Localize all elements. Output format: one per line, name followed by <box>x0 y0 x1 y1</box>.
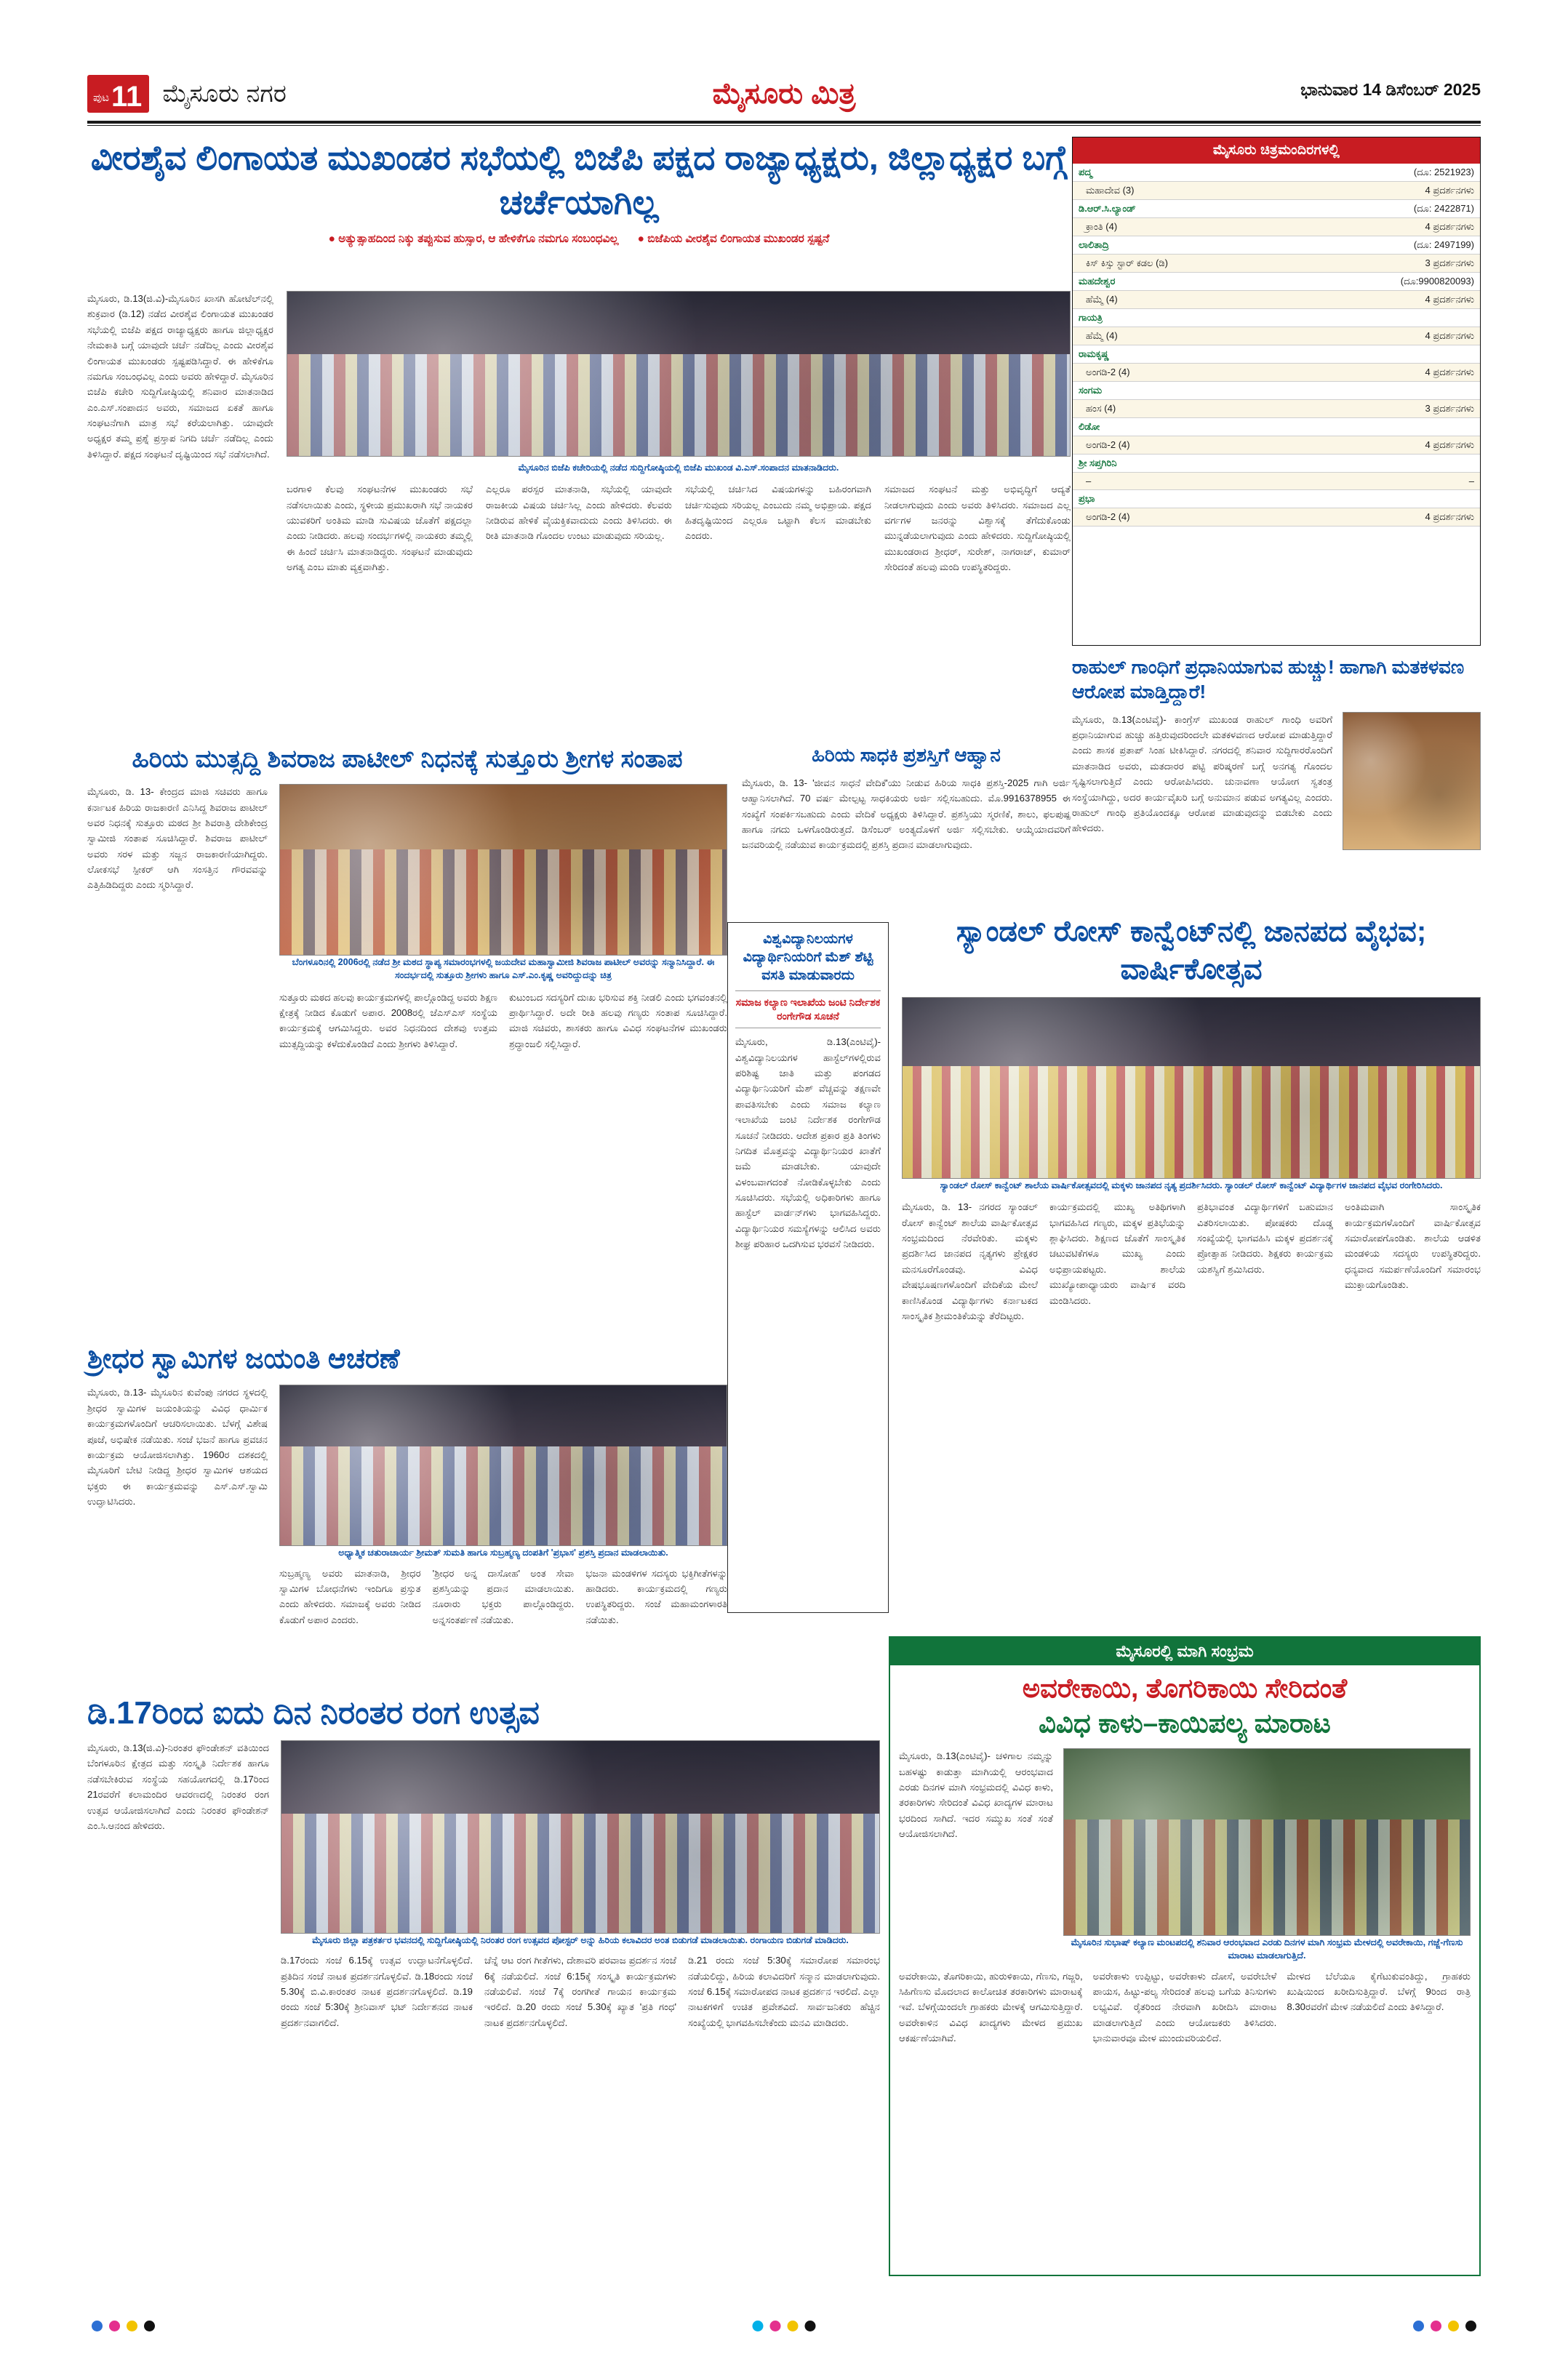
cinema-row <box>1073 400 1480 418</box>
cinema-meta: 4 ಪ್ರದರ್ಶನಗಳು <box>1264 327 1480 345</box>
lead-subhead-1: ● ಅತ್ಯುತ್ಸಾಹದಿಂದ ನಿಕ್ಕು ತಪ್ಪುಸುವ ಹುಸ್ಸಾರ, ಆ ಹೇಳಿಕೆಗೂ ನಮಗೂ ಸಂಬಂಧವಿಲ್ಲ <box>329 233 619 246</box>
cinema-name: ಪ್ರಭಾ <box>1073 490 1264 508</box>
registration-dot <box>1413 2321 1424 2331</box>
cinema-row <box>1073 273 1480 291</box>
cinema-row <box>1073 164 1480 182</box>
shivaraj-column-1: ಮೈಸೂರು, ಡಿ. 13- ಕೇಂದ್ರದ ಮಾಜಿ ಸಚಿವರು ಹಾಗೂ ಕರ್ನಾಟಕ ಹಿರಿಯ ರಾಜಕಾರಣಿ ಎನಿಸಿದ್ದ ಶಿವರಾಜ ಪಾಟೀಲ್ ಅವರ ನಿಧನಕ್ಕೆ ಸುತ್ತೂರು ಮಠದ ಶ್ರೀ ಶಿವರಾತ್ರಿ ದೇಶಿಕೇಂದ್ರ ಸ್ವಾಮೀಜಿ ಸಂತಾಪ ಸೂಚಿಸಿದ್ದಾರೆ. ಶಿವರಾಜ ಪಾಟೀಲ್ ಅವರು ಸರಳ ಮತ್ತು ಸಜ್ಜನ ರಾಜಕಾರಣಿಯಾಗಿದ್ದರು. ಲೋಕಸಭೆ ಸ್ಪೀಕರ್ ಆಗಿ ಸಂಸತ್ತಿನ ಗೌರವವನ್ನು ಎತ್ತಿಹಿಡಿದಿದ್ದರು ಎಂದು ಸ್ಮರಿಸಿದ್ದಾರೆ. <box>87 786 268 891</box>
sridhara-column-4: ಭಜನಾ ಮಂಡಳಿಗಳ ಸದಸ್ಯರು ಭಕ್ತಿಗೀತೆಗಳನ್ನು ಹಾಡಿದರು. ಕಾರ್ಯಕ್ರಮದಲ್ಲಿ ಗಣ್ಯರು ಉಪಸ್ಥಿತರಿದ್ದರು. ಸಂಜೆ ಮಹಾಮಂಗಳಾರತಿ ನಡೆಯಿತು. <box>585 1567 728 1625</box>
page-number: 11 <box>111 81 143 113</box>
lead-headline: ವೀರಶೈವ ಲಿಂಗಾಯತ ಮುಖಂಡರ ಸಭೆಯಲ್ಲಿ ಬಿಜೆಪಿ ಪಕ್ಷದ ರಾಜ್ಯಾಧ್ಯಕ್ಷರು, ಜಿಲ್ಲಾಧ್ಯಕ್ಷರ ಬಗ್ಗೆ ಚರ್ಚೆಯಾಗಿಲ್ಲ <box>90 138 1068 222</box>
sandal-column-2: ಕಾರ್ಯಕ್ರಮದಲ್ಲಿ ಮುಖ್ಯ ಅತಿಥಿಗಳಾಗಿ ಭಾಗವಹಿಸಿದ ಗಣ್ಯರು, ಮಕ್ಕಳ ಪ್ರತಿಭೆಯನ್ನು ಶ್ಲಾಘಿಸಿದರು. ಶಿಕ್ಷಣದ ಜೊತೆಗೆ ಸಾಂಸ್ಕೃತಿಕ ಚಟುವಟಿಕೆಗಳೂ ಮುಖ್ಯ ಎಂದು ಅಭಿಪ್ರಾಯಪಟ್ಟರು. ಶಾಲೆಯ ಮುಖ್ಯೋಪಾಧ್ಯಾಯರು ವಾರ್ಷಿಕ ವರದಿ ಮಂಡಿಸಿದರು. <box>1049 1201 1185 1306</box>
cinema-name: ಹಂಸ (4) <box>1073 400 1264 418</box>
cinema-row <box>1073 255 1480 273</box>
rahul-story <box>1072 654 1481 850</box>
lead-subheads <box>87 233 1071 246</box>
cinema-meta: 3 ಪ್ರದರ್ಶನಗಳು <box>1264 400 1480 418</box>
sandal-rose-story <box>902 913 1481 1324</box>
cinema-name: ಅಂಗಡಿ-2 (4) <box>1073 508 1264 527</box>
cinema-name: ಹೆಮ್ಮೆ (4) <box>1073 291 1264 309</box>
cinema-meta: 4 ಪ್ರದರ್ಶನಗಳು <box>1264 364 1480 382</box>
shivaraj-story <box>87 743 727 1052</box>
lead-photo-caption: ಮೈಸೂರಿನ ಬಿಜೆಪಿ ಕಚೇರಿಯಲ್ಲಿ ನಡೆದ ಸುದ್ದಿಗೋಷ್ಠಿಯಲ್ಲಿ ಬಿಜೆಪಿ ಮುಖಂಡ ವಿ.ಎಸ್.ಸಂಪಾದನ ಮಾತನಾಡಿದರು. <box>518 463 839 473</box>
cinema-row <box>1073 291 1480 309</box>
cinema-meta: 4 ಪ್ರದರ್ಶನಗಳು <box>1264 436 1480 455</box>
registration-dot <box>805 2321 816 2331</box>
shivaraj-column-2: ಸುತ್ತೂರು ಮಠದ ಹಲವು ಕಾರ್ಯಕ್ರಮಗಳಲ್ಲಿ ಪಾಲ್ಗೊಂಡಿದ್ದ ಅವರು ಶಿಕ್ಷಣ ಕ್ಷೇತ್ರಕ್ಕೆ ನೀಡಿದ ಕೊಡುಗೆ ಅಪಾರ. 2008ರಲ್ಲಿ ಜೆಎಸ್‌ಎಸ್ ಸಂಸ್ಥೆಯ ಕಾರ್ಯಕ್ರಮಕ್ಕೆ ಆಗಮಿಸಿದ್ದರು. ಅವರ ನಿಧನದಿಂದ ದೇಶವು ಉತ್ತಮ ಮುತ್ಸದ್ದಿಯನ್ನು ಕಳೆದುಕೊಂಡಿದೆ ಎಂದು ಶ್ರೀಗಳು ತಿಳಿಸಿದ್ದಾರೆ. <box>279 991 497 1049</box>
mesh-fee-story-box <box>727 922 889 1613</box>
sridhara-jayanti-story <box>87 1342 727 1628</box>
sridhara-headline: ಶ್ರೀಧರ ಸ್ವಾಮಿಗಳ ಜಯಂತಿ ಆಚರಣೆ <box>87 1344 400 1374</box>
cinema-meta: (ದೂ: 2521923) <box>1264 164 1480 182</box>
cinema-name: ಮಹಾದೇವ (3) <box>1073 182 1264 200</box>
avarekai-headline-line1: ಅವರೇಕಾಯಿ, ತೊಗರಿಕಾಯಿ ಸೇರಿದಂತೆ <box>1022 1673 1348 1703</box>
cinema-row <box>1073 309 1480 327</box>
cinema-name: ಸಂಗಮ <box>1073 382 1264 400</box>
avarekai-headline <box>897 1671 1472 1741</box>
cinema-name: ಕ್ರಾಂತಿ (4) <box>1073 218 1264 236</box>
rahul-photo <box>1343 712 1481 850</box>
ranga-photo <box>281 1740 880 1934</box>
registration-dot <box>127 2321 137 2331</box>
lead-story-body <box>87 291 1071 727</box>
registration-dots-center <box>753 2321 816 2331</box>
cinema-row <box>1073 218 1480 236</box>
avarekai-photo <box>1063 1748 1471 1936</box>
mesh-body: ಮೈಸೂರು, ಡಿ.13(ಎಂಟಿವೈ)- ವಿಶ್ವವಿದ್ಯಾನಿಲಯಗಳ ಹಾಸ್ಟೆಲ್‌ಗಳಲ್ಲಿರುವ ಪರಿಶಿಷ್ಟ ಜಾತಿ ಮತ್ತು ಪಂಗಡದ ವಿದ್ಯಾರ್ಥಿನಿಯರಿಗೆ ಮೆಶ್ ವೆಚ್ಚವನ್ನು ತಕ್ಷಣವೇ ಪಾವತಿಸಬೇಕು ಎಂದು ಸಮಾಜ ಕಲ್ಯಾಣ ಇಲಾಖೆಯ ಜಂಟಿ ನಿರ್ದೇಶಕ ರಂಗೇಗೌಡ ಸೂಚನೆ ನೀಡಿದರು. ಆದೇಶ ಪ್ರಕಾರ ಪ್ರತಿ ತಿಂಗಳು ನಿಗದಿತ ಮೊತ್ತವನ್ನು ವಿದ್ಯಾರ್ಥಿನಿಯರ ಖಾತೆಗೆ ಜಮೆ ಮಾಡಬೇಕು. ಯಾವುದೇ ವಿಳಂಬವಾಗದಂತೆ ನೋಡಿಕೊಳ್ಳಬೇಕು ಎಂದು ಸೂಚಿಸಿದರು. ಸಭೆಯಲ್ಲಿ ಅಧಿಕಾರಿಗಳು ಹಾಗೂ ಹಾಸ್ಟೆಲ್ ವಾರ್ಡನ್‌ಗಳು ಭಾಗವಹಿಸಿದ್ದರು. ವಿದ್ಯಾರ್ಥಿನಿಯರ ಸಮಸ್ಯೆಗಳನ್ನು ಆಲಿಸಿದ ಅವರು ಶೀಘ್ರ ಪರಿಹಾರ ಒದಗಿಸುವ ಭರವಸೆ ನೀಡಿದರು. <box>735 1036 881 1250</box>
ranga-column-4: ಡಿ.21 ರಂದು ಸಂಜೆ 5:30ಕ್ಕೆ ಸಮಾರೋಪ ಸಮಾರಂಭ ನಡೆಯಲಿದ್ದು, ಹಿರಿಯ ಕಲಾವಿದರಿಗೆ ಸನ್ಮಾನ ಮಾಡಲಾಗುವುದು. ಸಂಜೆ 6.15ಕ್ಕೆ ಸಮಾರೋಪದ ನಾಟಕ ಪ್ರದರ್ಶನ ಇರಲಿದೆ. ಎಲ್ಲಾ ನಾಟಕಗಳಿಗೆ ಉಚಿತ ಪ್ರವೇಶವಿದೆ. ಸಾರ್ವಜನಿಕರು ಹೆಚ್ಚಿನ ಸಂಖ್ಯೆಯಲ್ಲಿ ಭಾಗವಹಿಸಬೇಕೆಂದು ಮನವಿ ಮಾಡಿದರು. <box>688 1955 880 2028</box>
cinema-meta: (ದೂ: 2422871) <box>1264 200 1480 218</box>
cinema-name: ಶ್ರೀ ಸಪ್ತಗಿರಿನಿ <box>1073 455 1264 473</box>
cinema-listings-title: ಮೈಸೂರು ಚಿತ್ರಮಂದಿರಗಳಲ್ಲಿ <box>1073 137 1480 164</box>
avarekai-column-4: ಮೇಳದ ಬೆಲೆಯೂ ಕೈಗೆಟುಕುವಂತಿದ್ದು, ಗ್ರಾಹಕರು ಖುಷಿಯಿಂದ ಖರೀದಿಸುತ್ತಿದ್ದಾರೆ. ಬೆಳಗ್ಗೆ 9ರಿಂದ ರಾತ್ರಿ 8.30ರವರೆಗೆ ಮೇಳ ನಡೆಯಲಿದೆ ಎಂದು ತಿಳಿಸಿದ್ದಾರೆ. <box>1287 1970 1471 2013</box>
cinema-meta <box>1264 490 1480 508</box>
section-name: ಮೈಸೂರು ನಗರ <box>162 79 287 108</box>
avarekai-photo-caption: ಮೈಸೂರಿನ ಸುಭಾಷ್ ಕಲ್ಯಾಣ ಮಂಟಪದಲ್ಲಿ ಶನಿವಾರ ಆರಂಭವಾದ ಎರಡು ದಿನಗಳ ಮಾಗಿ ಸಂಭ್ರಮ ಮೇಳದಲ್ಲಿ ಅವರೇಕಾಯಿ, ಗಜ್ಜೆ-ಗೆಣಸು ಮಾರಾಟ ಮಾಡಲಾಗುತ್ತಿದೆ. <box>1071 1937 1463 1961</box>
registration-dot <box>788 2321 799 2331</box>
cinema-row <box>1073 345 1480 364</box>
cinema-row <box>1073 364 1480 382</box>
sridhara-photo <box>279 1385 727 1546</box>
registration-dot <box>92 2321 103 2331</box>
ranga-column-1: ಮೈಸೂರು, ಡಿ.13(ಜಿ.ವಿ)-ನಿರಂತರ ಫೌಂಡೇಶನ್ ವತಿಯಿಂದ ಬೆಂಗಳೂರಿನ ಕ್ಷೇತ್ರದ ಮತ್ತು ಸಂಸ್ಕೃತಿ ನಿರ್ದೇಶಕ ಹಾಗೂ ನಡೆಸಬೇಕಿರುವ ಸಂಸ್ಥೆಯ ಸಹಯೋಗದಲ್ಲಿ ಡಿ.17ರಿಂದ 21ರವರೆಗೆ ಕಲಾಮಂದಿರ ಆವರಣದಲ್ಲಿ ನಿರಂತರ ರಂಗ ಉತ್ಸವ ಆಯೋಜಿಸಲಾಗಿದೆ ಎಂದು ನಿರಂತರ ಫೌಂಡೇಶನ್ ಎಂ.ಸಿ.ಆನಂದ ಹೇಳಿದರು. <box>87 1742 269 1831</box>
sridhara-photo-caption: ಅಧ್ಯಾತ್ಮಿಕ ಚತುರಾಚಾರ್ಯ ಶ್ರೀಮತ್ ಸುಮತಿ ಹಾಗೂ ಸುಬ್ರಹ್ಮಣ್ಯ ದಂಪತಿಗೆ 'ಪ್ರಭಾಸ' ಪ್ರಶಸ್ತಿ ಪ್ರದಾನ ಮಾಡಲಾಯಿತು. <box>338 1548 668 1558</box>
cinema-row <box>1073 436 1480 455</box>
page-label: ಪುಟ <box>93 92 110 104</box>
cinema-row <box>1073 490 1480 508</box>
cinema-meta: 4 ಪ್ರದರ್ಶನಗಳು <box>1264 291 1480 309</box>
cinema-name: ರಾಮಕೃಷ್ಣ <box>1073 345 1264 364</box>
sandal-photo-caption: ಸ್ಯಾಂಡಲ್ ರೋಸ್ ಕಾನ್ವೆಂಟ್ ಶಾಲೆಯ ವಾರ್ಷಿಕೋತ್ಸವದಲ್ಲಿ ಮಕ್ಕಳು ಜಾನಪದ ನೃತ್ಯ ಪ್ರದರ್ಶಿಸಿದರು. ಸ್ಯಾಂಡಲ್ ರೋಸ್ ಕಾನ್ವೆಂಟ್ ವಿದ್ಯಾರ್ಥಿಗಳ ಜಾನಪದ ವೈಭವ ರಂಗೇರಿಸಿದರು. <box>940 1180 1443 1190</box>
lead-column-1: ಮೈಸೂರು, ಡಿ.13(ಜಿ.ವಿ)-ಮೈಸೂರಿನ ಖಾಸಗಿ ಹೋಟೆಲ್‌ನಲ್ಲಿ ಶುಕ್ರವಾರ (ಡಿ.12) ನಡೆದ ವೀರಶೈವ ಲಿಂಗಾಯತ ಮುಖಂಡರ ಸಭೆಯಲ್ಲಿ ಬಿಜೆಪಿ ಪಕ್ಷದ ರಾಜ್ಯಾಧ್ಯಕ್ಷರು ಹಾಗೂ ಜಿಲ್ಲಾಧ್ಯಕ್ಷರ ನೇಮಕಾತಿ ಬಗ್ಗೆ ಯಾವುದೇ ಚರ್ಚೆ ನಡೆದಿಲ್ಲ ಎಂದು ವೀರಶೈವ ಲಿಂಗಾಯತ ಮುಖಂಡರು ಸ್ಪಷ್ಟಪಡಿಸಿದ್ದಾರೆ. ಈ ಹೇಳಿಕೆಗೂ ನಮಗೂ ಸಂಬಂಧವಿಲ್ಲ ಎಂದು ಅವರು ಹೇಳಿದ್ದಾರೆ. ಮೈಸೂರಿನ ಬಿಜೆಪಿ ಕಚೇರಿ ಸುದ್ದಿಗೋಷ್ಠಿಯಲ್ಲಿ ಶನಿವಾರ ಮಾತನಾಡಿದ ಎಂ.ಎಸ್.ಸಂಪಾದನ ಅವರು, ಸಮಾಜದ ಏಕತೆ ಹಾಗೂ ಸಂಘಟನೆಗಾಗಿ ಮಾತ್ರ ಸಭೆ ಕರೆಯಲಾಗಿತ್ತು. ಯಾವುದೇ ಅಧ್ಯಕ್ಷರ ತಮ್ಮ ಪ್ರಶ್ನೆ ಪ್ರಸ್ತಾಪ ನಿಗದಿ ಚರ್ಚೆ ನಡೆದಿಲ್ಲ ಎಂದು ತಿಳಿಸಿದ್ದಾರೆ. ಪಕ್ಷದ ಸಂಘಟನೆ ದೃಷ್ಟಿಯಿಂದ ಸಭೆ ನಡೆಸಲಾಗಿದೆ. <box>87 293 273 460</box>
cinema-name: ಲಿಡೋ <box>1073 418 1264 436</box>
page-number-badge <box>87 75 149 113</box>
ranga-column-2: ಡಿ.17ರಂದು ಸಂಜೆ 6.15ಕ್ಕೆ ಉತ್ಸವ ಉದ್ಘಾಟನೆಗೊಳ್ಳಲಿದೆ. ಪ್ರತಿದಿನ ಸಂಜೆ ನಾಟಕ ಪ್ರದರ್ಶನಗೊಳ್ಳಲಿವೆ. ಡಿ.18ರಂದು ಸಂಜೆ 5.30ಕ್ಕೆ ಬಿ.ವಿ.ಕಾರಂತರ ನಾಟಕ ಪ್ರದರ್ಶನಗೊಳ್ಳಲಿದೆ. ಡಿ.19 ರಂದು ಸಂಜೆ 5:30ಕ್ಕೆ ಶ್ರೀನಿವಾಸ್ ಭಟ್ ನಿರ್ದೇಶನದ ನಾಟಕ ಪ್ರದರ್ಶನವಾಗಲಿದೆ. <box>281 1955 473 2028</box>
cinema-row <box>1073 382 1480 400</box>
cinema-name: ಕಿಸ್ ಕಿಸ್ಸು ಸ್ಟಾರ್ ಕಡಲ (ಡಿ) <box>1073 255 1264 273</box>
cinema-row <box>1073 418 1480 436</box>
masthead-rule <box>87 121 1481 124</box>
lead-subhead-2: ● ಬಿಜೆಪಿಯ ವೀರಶೈವ ಲಿಂಗಾಯತ ಮುಖಂಡರ ಸ್ಪಷ್ಟನೆ <box>638 233 830 246</box>
registration-dot <box>1465 2321 1476 2331</box>
masthead <box>87 70 1481 118</box>
sandal-column-3: ಪ್ರತಿಭಾವಂತ ವಿದ್ಯಾರ್ಥಿಗಳಿಗೆ ಬಹುಮಾನ ವಿತರಿಸಲಾಯಿತು. ಪೋಷಕರು ದೊಡ್ಡ ಸಂಖ್ಯೆಯಲ್ಲಿ ಭಾಗವಹಿಸಿ ಮಕ್ಕಳ ಪ್ರದರ್ಶನಕ್ಕೆ ಪ್ರೋತ್ಸಾಹ ನೀಡಿದರು. ಶಿಕ್ಷಕರು ಕಾರ್ಯಕ್ರಮ ಯಶಸ್ವಿಗೆ ಶ್ರಮಿಸಿದರು. <box>1197 1201 1333 1275</box>
mesh-subhead: ಸಮಾಜ ಕಲ್ಯಾಣ ಇಲಾಖೆಯ ಜಂಟಿ ನಿರ್ದೇಶಕ ರಂಗೇಗೌಡ ಸೂಚನೆ <box>735 990 881 1028</box>
sandal-photo <box>902 997 1481 1179</box>
cinema-row <box>1073 508 1480 527</box>
mesh-headline: ವಿಶ್ವವಿದ್ಯಾನಿಲಯಗಳ ವಿದ್ಯಾರ್ಥಿನಿಯರಿಗೆ ಮೆಶ್ ಶೆಟ್ಟಿ ವಸತಿ ಮಾಡುವಾರದು <box>743 932 873 984</box>
ranga-utsava-story <box>87 1693 880 2030</box>
sandal-column-4: ಅಂತಿಮವಾಗಿ ಸಾಂಸ್ಕೃತಿಕ ಕಾರ್ಯಕ್ರಮಗಳೊಂದಿಗೆ ವಾರ್ಷಿಕೋತ್ಸವ ಸಮಾರೋಪಗೊಂಡಿತು. ಶಾಲೆಯ ಆಡಳಿತ ಮಂಡಳಿಯ ಸದಸ್ಯರು ಉಪಸ್ಥಿತರಿದ್ದರು. ಧನ್ಯವಾದ ಸಮರ್ಪಣೆಯೊಂದಿಗೆ ಸಮಾರಂಭ ಮುಕ್ತಾಯಗೊಂಡಿತು. <box>1345 1201 1481 1291</box>
registration-dot <box>1431 2321 1441 2331</box>
cinema-meta: – <box>1264 473 1480 490</box>
avarekai-column-2: ಅವರೇಕಾಯಿ, ತೊಗರಿಕಾಯಿ, ಹುರುಳಿಕಾಯಿ, ಗೆಣಸು, ಗಜ್ಜರಿ, ಸಿಹಿಗೆಣಸು ಮೊದಲಾದ ಕಾಲೋಚಿತ ತರಕಾರಿಗಳು ಮಾರಾಟಕ್ಕೆ ಇವೆ. ಬೆಳಗ್ಗೆಯಿಂದಲೇ ಗ್ರಾಹಕರು ಮೇಳಕ್ಕೆ ಆಗಮಿಸುತ್ತಿದ್ದಾರೆ. ಅವರೇಕಾಳಿನ ವಿವಿಧ ಖಾದ್ಯಗಳು ಮೇಳದ ಪ್ರಮುಖ ಆಕರ್ಷಣೆಯಾಗಿವೆ. <box>899 1970 1083 2044</box>
registration-dot <box>753 2321 764 2331</box>
cinema-meta: 4 ಪ್ರದರ್ಶನಗಳು <box>1264 218 1480 236</box>
shivaraj-photo-caption: ಬೆಂಗಳೂರಿನಲ್ಲಿ 2006ರಲ್ಲಿ ನಡೆದ ಶ್ರೀ ಮಠದ ಸ್ಥಾಪ್ಯ ಸಮಾರಂಭಗಳಲ್ಲಿ ಜಯದೇವ ಮಹಾಸ್ವಾಮೀಜಿ ಶಿವರಾಜ ಪಾಟೀಲ್ ಅವರನ್ನು ಸನ್ಮಾನಿಸಿದ್ದಾರೆ. ಈ ಸಂದರ್ಭದಲ್ಲಿ ಸುತ್ತೂರು ಶ್ರೀಗಳು ಹಾಗೂ ಎಸ್.ಎಂ.ಕೃಷ್ಣ ಅವರಿದ್ದುದನ್ನು ಚಿತ್ರ <box>292 957 715 981</box>
avarekai-mela-story <box>889 1636 1481 2276</box>
sadhaki-body: ಮೈಸೂರು, ಡಿ. 13- 'ಜೀವನ ಸಾಧನೆ ವೇದಿಕೆ'ಯು ನೀಡುವ ಹಿರಿಯ ಸಾಧಕಿ ಪ್ರಶಸ್ತಿ-2025 ಗಾಗಿ ಅರ್ಜಿ ಆಹ್ವಾನಿಸಲಾಗಿದೆ. 70 ವರ್ಷ ಮೇಲ್ಪಟ್ಟ ಸಾಧಕಿಯರು ಅರ್ಜಿ ಸಲ್ಲಿಸಬಹುದು. ಮೊ.9916378955 ಈ ಸಂಖ್ಯೆಗೆ ಸಂಪರ್ಕಿಸಬಹುದು ಎಂದು ವೇದಿಕೆ ಅಧ್ಯಕ್ಷರು ತಿಳಿಸಿದ್ದಾರೆ. ಪ್ರಶಸ್ತಿಯು ಸ್ಮರಣಿಕೆ, ಶಾಲು, ಫಲಪುಷ್ಪ ಹಾಗೂ ನಗದು ಒಳಗೊಂಡಿರುತ್ತದೆ. ಡಿಸೆಂಬರ್ ಅಂತ್ಯದೊಳಗೆ ಅರ್ಜಿ ಸಲ್ಲಿಸಬೇಕು. ಆಯ್ಕೆಯಾದವರಿಗೆ ಜನವರಿಯಲ್ಲಿ ನಡೆಯುವ ಕಾರ್ಯಕ್ರಮದಲ್ಲಿ ಪ್ರಶಸ್ತಿ ಪ್ರದಾನ ಮಾಡಲಾಗುವುದು. <box>742 777 1071 851</box>
cinema-meta: 3 ಪ್ರದರ್ಶನಗಳು <box>1264 255 1480 273</box>
lead-column-5: ಸಮಾಜದ ಸಂಘಟನೆ ಮತ್ತು ಅಭಿವೃದ್ಧಿಗೆ ಆದ್ಯತೆ ನೀಡಲಾಗುವುದು ಎಂದು ಅವರು ತಿಳಿಸಿದರು. ಸಮಾಜದ ಎಲ್ಲ ವರ್ಗಗಳ ಜನರನ್ನು ವಿಶ್ವಾಸಕ್ಕೆ ತೆಗೆದುಕೊಂಡು ಮುನ್ನಡೆಯಲಾಗುವುದು ಎಂದು ಹೇಳಿದರು. ಸುದ್ದಿಗೋಷ್ಠಿಯಲ್ಲಿ ಮುಖಂಡರಾದ ಶ್ರೀಧರ್, ಸುರೇಶ್, ನಾಗರಾಜ್, ಕುಮಾರ್ ಸೇರಿದಂತೆ ಹಲವು ಮಂದಿ ಉಪಸ್ಥಿತರಿದ್ದರು. <box>884 484 1071 573</box>
lead-column-2: ಬರಗಾಳಿ ಕೆಲವು ಸಂಘಟನೆಗಳ ಮುಖಂಡರು ಸಭೆ ನಡೆಸಲಾಯಿತು ಎಂದು, ಸ್ಥಳೀಯ ಪ್ರಮುಖರಾಗಿ ಸಭೆ ನಾಯಕರ ಯುವಕರಿಗೆ ಅಂತಿಮ ಮಾಡಿ ಸುವಿಷಯ ಜೊತೆಗೆ ಪಕ್ಷದಲ್ಲಾ ಎಂದು ನೀಡಿದರು. ಹಲವು ಸಂದರ್ಭಗಳಲ್ಲಿ ನಾಯಕರು ತಮ್ಮಲ್ಲಿ ಈ ಹಿಂದೆ ಚರ್ಚಿಸಿ ಮಾತನಾಡಿದ್ದರು. ಸಂಘಟನೆ ಮಾಡುವುದು ಅಗತ್ಯ ಎಂಬ ಮಾತು ವ್ಯಕ್ತವಾಗಿತ್ತು. <box>287 484 473 573</box>
sandal-headline: ಸ್ಯಾಂಡಲ್ ರೋಸ್ ಕಾನ್ವೆಂಟ್‌ನಲ್ಲಿ ಜಾನಪದ ವೈಭವ; ವಾರ್ಷಿಕೋತ್ಸವ <box>956 916 1427 985</box>
cinema-name: ಗಾಯತ್ರಿ <box>1073 309 1264 327</box>
avarekai-column-1: ಮೈಸೂರು, ಡಿ.13(ಎಂಟಿವೈ)- ಚಳಿಗಾಲ ನಮ್ಮನ್ನು ಬಹಳಷ್ಟು ಕಾಡುತ್ತಾ ಮಾಗಿಯಲ್ಲಿ ಆರಂಭವಾದ ಎರಡು ದಿನಗಳ ಮಾಗಿ ಸಂಭ್ರಮದಲ್ಲಿ ವಿವಿಧ ಕಾಳು, ತರಕಾರಿಗಳು ಸೇರಿದಂತೆ ವಿವಿಧ ಖಾದ್ಯಗಳ ಮಾರಾಟ ಭರದಿಂದ ಸಾಗಿದೆ. ಇದರ ಸಮ್ಮುಖ ಸಂತೆ ಸಂತೆ ಆಯೋಜಿಸಲಾಗಿದೆ. <box>899 1750 1053 1840</box>
cinema-name: ಡಿ.ಆರ್.ಸಿ.ಲ್ಯಾಂಡ್ <box>1073 200 1264 218</box>
sadhaki-headline: ಹಿರಿಯ ಸಾಧಕಿ ಪ್ರಶಸ್ತಿಗೆ ಆಹ್ವಾನ <box>812 744 1001 766</box>
cinema-meta <box>1264 382 1480 400</box>
cinema-meta <box>1264 309 1480 327</box>
registration-dot <box>109 2321 120 2331</box>
lead-photo <box>287 291 1071 457</box>
sadhaki-award-story <box>742 743 1071 862</box>
cinema-row <box>1073 236 1480 255</box>
cinema-listings-table <box>1073 164 1480 527</box>
cinema-meta: (ದೂ: 2497199) <box>1264 236 1480 255</box>
registration-dot <box>770 2321 781 2331</box>
rahul-headline: ರಾಹುಲ್ ಗಾಂಧಿಗೆ ಪ್ರಧಾನಿಯಾಗುವ ಹುಚ್ಚು! ಹಾಗಾಗಿ ಮತಕಳವಣ ಆರೋಪ ಮಾಡ್ತಿದ್ದಾರೆ! <box>1072 656 1465 703</box>
registration-dot <box>1448 2321 1459 2331</box>
registration-dots-left <box>92 2321 155 2331</box>
cinema-name: – <box>1073 473 1264 490</box>
registration-dots-right <box>1413 2321 1476 2331</box>
paper-title: ಮೈಸೂರು ಮಿತ್ರ <box>712 77 856 110</box>
avarekai-banner: ಮೈಸೂರಲ್ಲಿ ಮಾಗಿ ಸಂಭ್ರಮ <box>890 1638 1479 1665</box>
ranga-column-3: ಚೆನ್ನೆ ಆಟ ರಂಗ ಗೀತೆಗಳು, ದೇಶಾವರಿ ಪರವಾಜ ಪ್ರದರ್ಶನ ಸಂಜೆ 6ಕ್ಕೆ ನಡೆಯಲಿದೆ. ಸಂಜೆ 6:15ಕ್ಕೆ ಸಂಸ್ಕೃತಿ ಕಾರ್ಯಕ್ರಮಗಳು ನಡೆಯಲಿವೆ. ಸಂಜೆ 7ಕ್ಕೆ ರಂಗಗೀತೆ ಗಾಯನ ಕಾರ್ಯಕ್ರಮ ಇರಲಿದೆ. ಡಿ.20 ರಂದು ಸಂಜೆ 5.30ಕ್ಕೆ ಖ್ಯಾತ 'ಪ್ರತಿ ಗಂಧ' ನಾಟಕ ಪ್ರದರ್ಶನಗೊಳ್ಳಲಿದೆ. <box>484 1955 676 2028</box>
sandal-column-1: ಮೈಸೂರು, ಡಿ. 13- ನಗರದ ಸ್ಯಾಂಡಲ್ ರೋಸ್ ಕಾನ್ವೆಂಟ್ ಶಾಲೆಯ ವಾರ್ಷಿಕೋತ್ಸವ ಸಂಭ್ರಮದಿಂದ ನೆರವೇರಿತು. ಮಕ್ಕಳು ಪ್ರದರ್ಶಿಸಿದ ಜಾನಪದ ನೃತ್ಯಗಳು ಪ್ರೇಕ್ಷಕರ ಮನಸೂರೆಗೊಂಡವು. ವಿವಿಧ ವೇಷಭೂಷಣಗಳೊಂದಿಗೆ ವೇದಿಕೆಯ ಮೇಲೆ ಕಾಣಿಸಿಕೊಂಡ ವಿದ್ಯಾರ್ಥಿಗಳು ಕರ್ನಾಟಕದ ಸಾಂಸ್ಕೃತಿಕ ಶ್ರೀಮಂತಿಕೆಯನ್ನು ತೆರೆದಿಟ್ಟರು. <box>902 1201 1038 1321</box>
cinema-meta <box>1264 345 1480 364</box>
rahul-body-text: ಮೈಸೂರು, ಡಿ.13(ಎಂಟಿವೈ)- ಕಾಂಗ್ರೆಸ್ ಮುಖಂಡ ರಾಹುಲ್ ಗಾಂಧಿ ಅವರಿಗೆ ಪ್ರಧಾನಿಯಾಗುವ ಹುಚ್ಚು ಹತ್ತಿರುವುದರಿಂದಲೇ ಮತಕಳವಣದ ಆರೋಪ ಮಾಡುತ್ತಿದ್ದಾರೆ ಎಂದು ಶಾಸಕ ಪ್ರತಾಪ್ ಸಿಂಹ ಟೀಕಿಸಿದ್ದಾರೆ. ನಗರದಲ್ಲಿ ಶನಿವಾರ ಸುದ್ದಿಗಾರರೊಂದಿಗೆ ಮಾತನಾಡಿದ ಅವರು, ಮತದಾರರ ಪಟ್ಟಿ ಪರಿಷ್ಕರಣೆ ಬಗ್ಗೆ ಅನಗತ್ಯ ಗೊಂದಲ ಸೃಷ್ಟಿಸಲಾಗುತ್ತಿದೆ ಎಂದು ಆರೋಪಿಸಿದರು. ಚುನಾವಣಾ ಆಯೋಗ ಸ್ವತಂತ್ರ ಸಂಸ್ಥೆಯಾಗಿದ್ದು, ಅದರ ಕಾರ್ಯವೈಖರಿ ಬಗ್ಗೆ ಅನುಮಾನ ಪಡುವ ಅಗತ್ಯವಿಲ್ಲ ಎಂದರು. ರಾಹುಲ್ ಗಾಂಧಿ ಪ್ರತಿಯೊಂದಕ್ಕೂ ಆರೋಪ ಮಾಡುವುದನ್ನು ಬಿಡಬೇಕು ಎಂದು ಹೇಳಿದರು. <box>1072 713 1332 834</box>
issue-date: ಭಾನುವಾರ 14 ಡಿಸೆಂಬರ್ 2025 <box>1300 80 1481 99</box>
cinema-meta: (ದೂ:9900820093) <box>1264 273 1480 291</box>
cinema-row <box>1073 327 1480 345</box>
shivaraj-column-3: ಕುಟುಂಬದ ಸದಸ್ಯರಿಗೆ ದುಃಖ ಭರಿಸುವ ಶಕ್ತಿ ನೀಡಲಿ ಎಂದು ಭಗವಂತನಲ್ಲಿ ಪ್ರಾರ್ಥಿಸಿದ್ದಾರೆ. ಅದೇ ರೀತಿ ಹಲವು ಗಣ್ಯರು ಸಂತಾಪ ಸೂಚಿಸಿದ್ದಾರೆ. ಮಾಜಿ ಸಚಿವರು, ಶಾಸಕರು ಹಾಗೂ ವಿವಿಧ ಸಂಘಟನೆಗಳ ಮುಖಂಡರು ಶ್ರದ್ಧಾಂಜಲಿ ಸಲ್ಲಿಸಿದ್ದಾರೆ. <box>509 991 727 1049</box>
ranga-headline: ಡಿ.17ರಿಂದ ಐದು ದಿನ ನಿರಂತರ ರಂಗ ಉತ್ಸವ <box>87 1695 540 1731</box>
avarekai-column-3: ಅವರೇಕಾಳು ಉಪ್ಪಿಟ್ಟು, ಅವರೇಕಾಳು ದೋಸೆ, ಅವರೇಬೇಳೆ ಪಾಯಸ, ಹಿಟ್ಟು-ಪಲ್ಯ ಸೇರಿದಂತೆ ಹಲವು ಬಗೆಯ ತಿನಿಸುಗಳು ಲಭ್ಯವಿವೆ. ರೈತರಿಂದ ನೇರವಾಗಿ ಖರೀದಿಸಿ ಮಾರಾಟ ಮಾಡಲಾಗುತ್ತಿದೆ ಎಂದು ಆಯೋಜಕರು ತಿಳಿಸಿದರು. ಭಾನುವಾರವೂ ಮೇಳ ಮುಂದುವರಿಯಲಿದೆ. <box>1092 1970 1277 2044</box>
sridhara-column-2: ಸುಬ್ರಹ್ಮಣ್ಯ ಅವರು ಮಾತನಾಡಿ, ಶ್ರೀಧರ ಸ್ವಾಮಿಗಳ ಬೋಧನೆಗಳು ಇಂದಿಗೂ ಪ್ರಸ್ತುತ ಎಂದು ಹೇಳಿದರು. ಸಮಾಜಕ್ಕೆ ಅವರು ನೀಡಿದ ಕೊಡುಗೆ ಅಪಾರ ಎಂದರು. <box>279 1567 421 1625</box>
cinema-meta <box>1264 455 1480 473</box>
cinema-name: ಅಂಗಡಿ-2 (4) <box>1073 364 1264 382</box>
shivaraj-photo <box>279 784 727 956</box>
cinema-name: ಪದ್ಮ <box>1073 164 1264 182</box>
lead-column-4: ಸಭೆಯಲ್ಲಿ ಚರ್ಚಿಸಿದ ವಿಷಯಗಳನ್ನು ಬಹಿರಂಗವಾಗಿ ಚರ್ಚಿಸುವುದು ಸರಿಯಲ್ಲ ಎಂಬುದು ನಮ್ಮ ಅಭಿಪ್ರಾಯ. ಪಕ್ಷದ ಹಿತದೃಷ್ಟಿಯಿಂದ ಎಲ್ಲರೂ ಒಟ್ಟಾಗಿ ಕೆಲಸ ಮಾಡಬೇಕು ಎಂದರು. <box>685 484 871 542</box>
cinema-meta <box>1264 418 1480 436</box>
sridhara-column-1: ಮೈಸೂರು, ಡಿ.13- ಮೈಸೂರಿನ ಕುವೆಂಪು ನಗರದ ಸ್ಥಳದಲ್ಲಿ ಶ್ರೀಧರ ಸ್ವಾಮಿಗಳ ಜಯಂತಿಯನ್ನು ವಿವಿಧ ಧಾರ್ಮಿಕ ಕಾರ್ಯಕ್ರಮಗಳೊಂದಿಗೆ ಆಚರಿಸಲಾಯಿತು. ಬೆಳಗ್ಗೆ ವಿಶೇಷ ಪೂಜೆ, ಅಭಿಷೇಕ ನಡೆಯಿತು. ಸಂಜೆ ಭಜನೆ ಹಾಗೂ ಪ್ರವಚನ ಕಾರ್ಯಕ್ರಮ ಆಯೋಜಿಸಲಾಗಿತ್ತು. 1960ರ ದಶಕದಲ್ಲಿ ಮೈಸೂರಿಗೆ ಬೇಟಿ ನೀಡಿದ್ದ ಶ್ರೀಧರ ಸ್ವಾಮಿಗಳ ಆಶಯದ ಭಕ್ತರು ಈ ಕಾರ್ಯಕ್ರಮವನ್ನು ಎಸ್.ಎಸ್.ಸ್ವಾಮಿ ಉದ್ಘಾಟಿಸಿದರು. <box>87 1387 268 1508</box>
cinema-name: ಅಂಗಡಿ-2 (4) <box>1073 436 1264 455</box>
shivaraj-headline: ಹಿರಿಯ ಮುತ್ಸದ್ದಿ ಶಿವರಾಜ ಪಾಟೀಲ್ ನಿಧನಕ್ಕೆ ಸುತ್ತೂರು ಶ್ರೀಗಳ ಸಂತಾಪ <box>132 745 683 773</box>
cinema-row <box>1073 200 1480 218</box>
cinema-meta: 4 ಪ್ರದರ್ಶನಗಳು <box>1264 182 1480 200</box>
cinema-row <box>1073 473 1480 490</box>
cinema-name: ಮಹದೇಶ್ವರ <box>1073 273 1264 291</box>
cinema-listings-box <box>1072 137 1481 646</box>
cinema-name: ಹೆಮ್ಮೆ (4) <box>1073 327 1264 345</box>
registration-dot <box>144 2321 155 2331</box>
lead-story-header <box>87 135 1071 246</box>
lead-column-3: ಎಲ್ಲರೂ ಪರಸ್ಪರ ಮಾತನಾಡಿ, ಸಭೆಯಲ್ಲಿ ಯಾವುದೇ ರಾಜಕೀಯ ವಿಷಯ ಚರ್ಚಿಸಿಲ್ಲ ಎಂದು ಹೇಳಿದರು. ಕೆಲವರು ನೀಡಿರುವ ಹೇಳಿಕೆ ವೈಯಕ್ತಿಕವಾದುದು ಎಂದು ತಿಳಿಸಿದರು. ಈ ರೀತಿ ಮಾತನಾಡಿ ಗೊಂದಲ ಉಂಟು ಮಾಡುವುದು ಸರಿಯಲ್ಲ. <box>486 484 672 542</box>
cinema-meta: 4 ಪ್ರದರ್ಶನಗಳು <box>1264 508 1480 527</box>
cinema-row <box>1073 455 1480 473</box>
sridhara-column-3: 'ಶ್ರೀಧರ ಅನ್ನ ದಾಸೋಹ' ಅಂತ ಸೇವಾ ಪ್ರಶಸ್ತಿಯನ್ನು ಪ್ರದಾನ ಮಾಡಲಾಯಿತು. ನೂರಾರು ಭಕ್ತರು ಪಾಲ್ಗೊಂಡಿದ್ದರು. ಅನ್ನಸಂತರ್ಪಣೆ ನಡೆಯಿತು. <box>432 1567 575 1625</box>
cinema-name: ಲಾಲಿತಾದ್ರಿ <box>1073 236 1264 255</box>
masthead-rule-thin <box>87 125 1481 126</box>
ranga-photo-caption: ಮೈಸೂರು ಜಿಲ್ಲಾ ಪತ್ರಕರ್ತರ ಭವನದಲ್ಲಿ ಸುದ್ದಿಗೋಷ್ಠಿಯಲ್ಲಿ ನಿರಂತರ ರಂಗ ಉತ್ಸವದ ಪೋಸ್ಟರ್ ಅನ್ನು ಹಿರಿಯ ಕಲಾವಿದರ ಅಂತ ಬಿಡುಗಡೆ ಮಾಡಲಾಯಿತು. ರಂಗಾಯಣ ಬಿಡುಗಡೆ ಮಾಡಿದರು. <box>312 1935 849 1945</box>
cinema-row <box>1073 182 1480 200</box>
avarekai-headline-line2: ವಿವಿಧ ಕಾಳು–ಕಾಯಿಪಲ್ಯ ಮಾರಾಟ <box>1039 1708 1331 1739</box>
